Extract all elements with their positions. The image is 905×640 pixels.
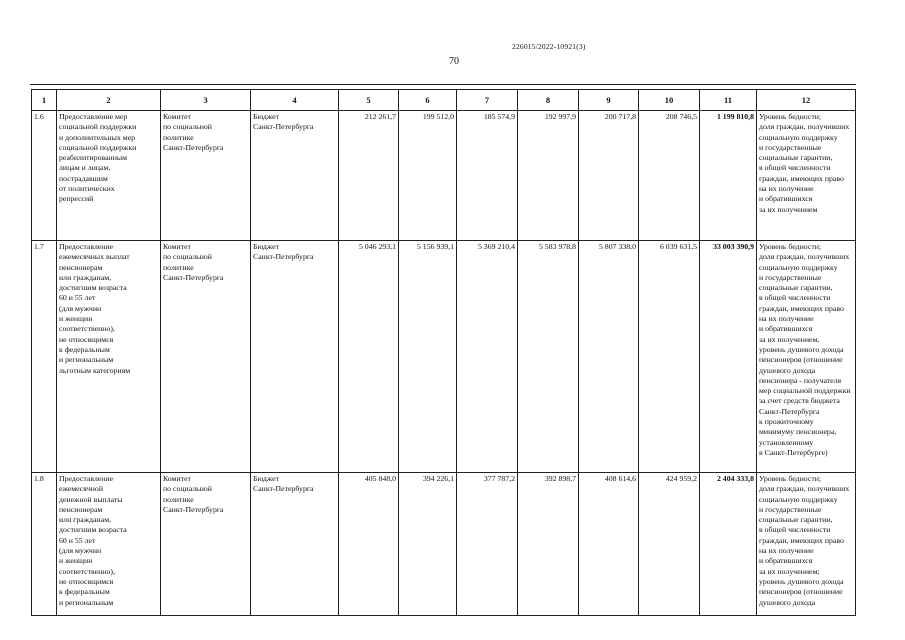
value-cell: 185 574,9 <box>457 111 518 241</box>
value-cell: 5 156 939,1 <box>399 241 457 473</box>
value-cell: 192 997,9 <box>518 111 579 241</box>
value-cell: 199 512,0 <box>399 111 457 241</box>
column-header: 4 <box>251 90 339 111</box>
row-index: 1.7 <box>32 241 57 473</box>
value-cell: 405 848,0 <box>339 473 399 616</box>
column-header: 7 <box>457 90 518 111</box>
value-cell: 200 717,8 <box>579 111 639 241</box>
value-cell: 5 046 293,1 <box>339 241 399 473</box>
table-row <box>32 241 856 473</box>
executor: Комитет по социальной политике Санкт-Петербурга <box>161 241 251 473</box>
value-cell: 5 807 338,0 <box>579 241 639 473</box>
value-cell: 212 261,7 <box>339 111 399 241</box>
value-cell: 392 898,7 <box>518 473 579 616</box>
funding-source: Бюджет Санкт-Петербурга <box>251 473 339 616</box>
funding-source: Бюджет Санкт-Петербурга <box>251 241 339 473</box>
funding-source: Бюджет Санкт-Петербурга <box>251 111 339 241</box>
indicator-text: Уровень бедности; доля граждан, получивших социальную поддержку и государственные социальные гарантии, в общей численности граждан, имеющих право на их получение и обратившихся за их получением, уровень душевого дохода пенсионеров (отношение душевого дохода пенсионера - получателя мер социальной поддержки за счет средств бюджета Санкт-Петербурга к прожиточному минимуму пенсионера, установленному в Санкт-Петербурге) <box>757 241 856 473</box>
value-cell: 6 039 631,5 <box>639 241 700 473</box>
column-header: 11 <box>700 90 757 111</box>
page-number: 70 <box>449 56 459 67</box>
indicator-text: Уровень бедности; доля граждан, получивших социальную поддержку и государственные социальные гарантии, в общей численности граждан, имеющих право на их получение и обратившихся за их получением <box>757 111 856 241</box>
column-header: 5 <box>339 90 399 111</box>
document-id: 226015/2022-10921(3) <box>512 42 586 51</box>
measure-name: Предоставление мер социальной поддержки и дополнительных мер социальной поддержки реабилитированным лицам и лицам, пострадавшим от политических репрессий <box>57 111 161 241</box>
top-rule <box>30 84 856 85</box>
value-cell: 377 787,2 <box>457 473 518 616</box>
value-cell: 408 614,6 <box>579 473 639 616</box>
row-index: 1.6 <box>32 111 57 241</box>
total-cell: 1 199 810,8 <box>700 111 757 241</box>
program-table <box>31 89 856 616</box>
total-cell: 2 404 333,8 <box>700 473 757 616</box>
value-cell: 208 746,5 <box>639 111 700 241</box>
column-header: 12 <box>757 90 856 111</box>
column-header: 9 <box>579 90 639 111</box>
measure-name: Предоставление ежемесячной денежной выплаты пенсионерам или гражданам, достигшим возраста 60 и 55 лет (для мужчин и женщин соответственно), не относящимся к федеральным и региональным <box>57 473 161 616</box>
value-cell: 394 226,1 <box>399 473 457 616</box>
table-row <box>32 473 856 616</box>
table-row <box>32 111 856 241</box>
column-header: 1 <box>32 90 57 111</box>
measure-name: Предоставление ежемесячных выплат пенсионерам или гражданам, достигшим возраста 60 и 55 лет (для мужчин и женщин соответственно), не относящимся к федеральным и региональным льготным категориям <box>57 241 161 473</box>
indicator-text: Уровень бедности; доля граждан, получивших социальную поддержку и государственные социальные гарантии, в общей численности граждан, имеющих право на их получение и обратившихся за их получением; уровень душевого дохода пенсионеров (отношение душевого дохода <box>757 473 856 616</box>
column-header: 10 <box>639 90 700 111</box>
table-header-row <box>32 90 856 111</box>
column-header: 3 <box>161 90 251 111</box>
executor: Комитет по социальной политике Санкт-Петербурга <box>161 111 251 241</box>
row-index: 1.8 <box>32 473 57 616</box>
value-cell: 5 583 978,8 <box>518 241 579 473</box>
column-header: 8 <box>518 90 579 111</box>
total-cell: 33 003 390,9 <box>700 241 757 473</box>
value-cell: 5 369 210,4 <box>457 241 518 473</box>
executor: Комитет по социальной политике Санкт-Петербурга <box>161 473 251 616</box>
value-cell: 424 959,2 <box>639 473 700 616</box>
column-header: 6 <box>399 90 457 111</box>
column-header: 2 <box>57 90 161 111</box>
